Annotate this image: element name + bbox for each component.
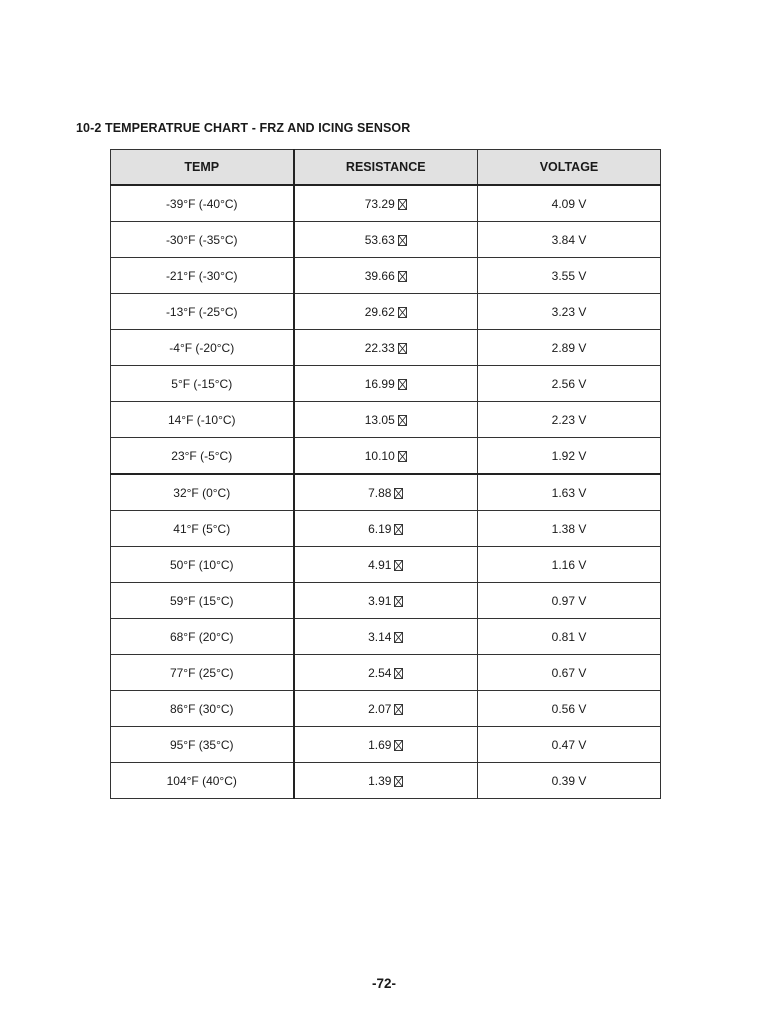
table-row: [111, 511, 661, 547]
table-row: [111, 547, 661, 583]
missing-glyph-box-icon: [398, 235, 407, 246]
table-row: [111, 583, 661, 619]
cell-temp: 50°F (10°C): [111, 547, 294, 583]
missing-glyph-box-icon: [394, 560, 403, 571]
cell-resistance: [294, 619, 478, 655]
resistance-value: 1.39: [368, 773, 392, 788]
missing-glyph-box-icon: [398, 379, 407, 390]
cell-temp: -4°F (-20°C): [111, 330, 294, 366]
cell-voltage: 0.47 V: [478, 727, 661, 763]
table-row: [111, 366, 661, 402]
resistance-value: 73.29: [364, 196, 395, 211]
cell-voltage: 0.67 V: [478, 655, 661, 691]
table-row: [111, 727, 661, 763]
cell-temp: 95°F (35°C): [111, 727, 294, 763]
cell-voltage: 3.55 V: [478, 258, 661, 294]
missing-glyph-box-icon: [394, 524, 403, 535]
table-row: [111, 402, 661, 438]
cell-resistance: [294, 366, 478, 402]
missing-glyph-box-icon: [394, 596, 403, 607]
cell-temp: 32°F (0°C): [111, 474, 294, 511]
cell-resistance: [294, 474, 478, 511]
table-row: [111, 619, 661, 655]
cell-resistance: [294, 547, 478, 583]
resistance-value: 3.91: [368, 593, 392, 608]
cell-resistance: [294, 691, 478, 727]
missing-glyph-box-icon: [394, 776, 403, 787]
cell-resistance: [294, 583, 478, 619]
cell-temp: 23°F (-5°C): [111, 438, 294, 475]
missing-glyph-box-icon: [394, 488, 403, 499]
resistance-value: 1.69: [368, 737, 392, 752]
cell-voltage: 1.92 V: [478, 438, 661, 475]
table-row: [111, 294, 661, 330]
missing-glyph-box-icon: [394, 632, 403, 643]
missing-glyph-box-icon: [398, 343, 407, 354]
table-header-row: [111, 150, 661, 186]
cell-temp: -30°F (-35°C): [111, 222, 294, 258]
cell-voltage: 2.89 V: [478, 330, 661, 366]
table-row: [111, 655, 661, 691]
missing-glyph-box-icon: [398, 307, 407, 318]
resistance-value: 29.62: [364, 304, 395, 319]
resistance-value: 7.88: [368, 485, 392, 500]
missing-glyph-box-icon: [394, 740, 403, 751]
cell-temp: 14°F (-10°C): [111, 402, 294, 438]
cell-voltage: 0.97 V: [478, 583, 661, 619]
cell-temp: 77°F (25°C): [111, 655, 294, 691]
cell-voltage: 0.56 V: [478, 691, 661, 727]
header-voltage: VOLTAGE: [478, 150, 661, 186]
cell-voltage: 1.16 V: [478, 547, 661, 583]
resistance-value: 6.19: [368, 521, 392, 536]
cell-resistance: [294, 330, 478, 366]
table-row: [111, 330, 661, 366]
cell-resistance: [294, 763, 478, 799]
table-row: [111, 474, 661, 511]
table-row: [111, 222, 661, 258]
table-body: [111, 185, 661, 799]
resistance-value: 2.07: [368, 701, 392, 716]
cell-temp: -39°F (-40°C): [111, 185, 294, 222]
cell-resistance: [294, 222, 478, 258]
cell-temp: 68°F (20°C): [111, 619, 294, 655]
header-resistance: RESISTANCE: [294, 150, 478, 186]
resistance-value: 39.66: [364, 268, 395, 283]
table-row: [111, 258, 661, 294]
cell-voltage: 3.23 V: [478, 294, 661, 330]
resistance-value: 3.14: [368, 629, 392, 644]
missing-glyph-box-icon: [398, 199, 407, 210]
missing-glyph-box-icon: [394, 668, 403, 679]
resistance-value: 13.05: [364, 412, 395, 427]
cell-resistance: [294, 438, 478, 475]
resistance-value: 53.63: [364, 232, 395, 247]
cell-resistance: [294, 511, 478, 547]
cell-voltage: 4.09 V: [478, 185, 661, 222]
cell-voltage: 3.84 V: [478, 222, 661, 258]
table-row: [111, 763, 661, 799]
cell-voltage: 1.38 V: [478, 511, 661, 547]
cell-voltage: 0.39 V: [478, 763, 661, 799]
header-temp: TEMP: [111, 150, 294, 186]
cell-temp: 104°F (40°C): [111, 763, 294, 799]
cell-resistance: [294, 402, 478, 438]
cell-voltage: 0.81 V: [478, 619, 661, 655]
cell-resistance: [294, 258, 478, 294]
section-title: 10-2 TEMPERATRUE CHART - FRZ AND ICING SENSOR: [76, 121, 411, 135]
missing-glyph-box-icon: [394, 704, 403, 715]
table-row: [111, 185, 661, 222]
missing-glyph-box-icon: [398, 415, 407, 426]
cell-temp: 41°F (5°C): [111, 511, 294, 547]
cell-voltage: 1.63 V: [478, 474, 661, 511]
resistance-value: 10.10: [364, 448, 395, 463]
cell-temp: 5°F (-15°C): [111, 366, 294, 402]
temperature-chart-table: [110, 149, 661, 799]
missing-glyph-box-icon: [398, 451, 407, 462]
cell-temp: -13°F (-25°C): [111, 294, 294, 330]
cell-resistance: [294, 185, 478, 222]
cell-resistance: [294, 727, 478, 763]
cell-temp: -21°F (-30°C): [111, 258, 294, 294]
page-number: -72-: [371, 976, 396, 991]
table-row: [111, 691, 661, 727]
cell-voltage: 2.56 V: [478, 366, 661, 402]
resistance-value: 2.54: [368, 665, 392, 680]
cell-temp: 86°F (30°C): [111, 691, 294, 727]
missing-glyph-box-icon: [398, 271, 407, 282]
cell-resistance: [294, 655, 478, 691]
table-row: [111, 438, 661, 475]
resistance-value: 4.91: [368, 557, 392, 572]
resistance-value: 22.33: [364, 340, 395, 355]
resistance-value: 16.99: [364, 376, 395, 391]
cell-temp: 59°F (15°C): [111, 583, 294, 619]
cell-resistance: [294, 294, 478, 330]
cell-voltage: 2.23 V: [478, 402, 661, 438]
